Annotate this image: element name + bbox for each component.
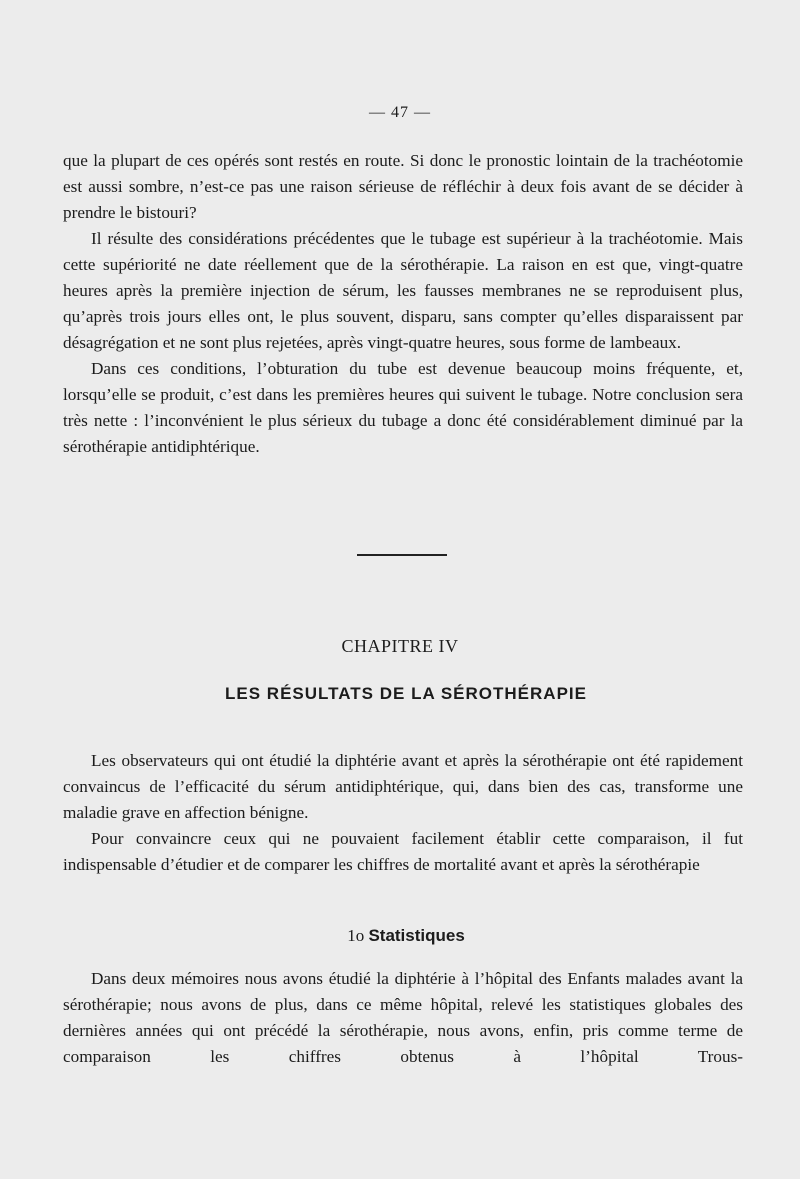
section-text-block [63,966,743,1070]
paragraph-considerations: Il résulte des considérations précédentes que le tubage est supérieur à la trachéotomie. Mais cette supériorité ne date réellement que de la sérothérapie. La raison en est que, vingt-quatre heures après la première injection de sérum, les fausses membranes ne se reproduisent plus, qu’après trois jours elles ont, le plus souvent, disparu, sans compter qu’elles disparaissent par désagrégation et ne sont plus rejetées, après vingt-quatre heures, sous forme de lambeaux. [63,229,743,352]
paragraph-observers: Les observateurs qui ont étudié la diphtérie avant et après la sérothérapie ont été rapidement convaincus de l’efficacité du sérum antidiphtérique, qui, dans bien des cas, transforme une maladie grave en affection bénigne. [63,751,743,822]
chapter-number: CHAPITRE IV [341,636,459,656]
section-number: 1o [347,926,365,945]
section-label: Statistiques [368,926,465,945]
paragraph-statistics: Dans deux mémoires nous avons étudié la diphtérie à l’hôpital des Enfants malades avant la sérothérapie; nous avons de plus, dans ce même hôpital, relevé les statistiques globales des dernières années qui ont précédé la sérothérapie, nous avons, enfin, pris comme terme de comparaison les chiffres obtenus à l’hôpital Trous- [63,969,743,1066]
top-text-block [63,148,743,460]
chapter-text-block [63,748,743,878]
section-heading [0,926,800,946]
paragraph-continuation: que la plupart de ces opérés sont restés en route. Si donc le pronostic lointain de la trachéotomie est aussi sombre, n’est-ce pas une raison sérieuse de réfléchir à deux fois avant de se décider à prendre le bistouri? [63,151,743,222]
page-number: — 47 — [369,104,431,121]
section-divider [357,554,447,556]
chapter-title: LES RÉSULTATS DE LA SÉROTHÉRAPIE [225,684,587,703]
paragraph-comparison: Pour convaincre ceux qui ne pouvaient facilement établir cette comparaison, il fut indispensable d’étudier et de comparer les chiffres de mortalité avant et après la sérothérapie [63,829,743,874]
paragraph-conclusion: Dans ces conditions, l’obturation du tube est devenue beaucoup moins fréquente, et, lorsqu’elle se produit, c’est dans les premières heures qui suivent le tubage. Notre conclusion sera très nette : l’inconvénient le plus sérieux du tubage a donc été considérablement diminué par la sérothérapie antidiphtérique. [63,359,743,456]
